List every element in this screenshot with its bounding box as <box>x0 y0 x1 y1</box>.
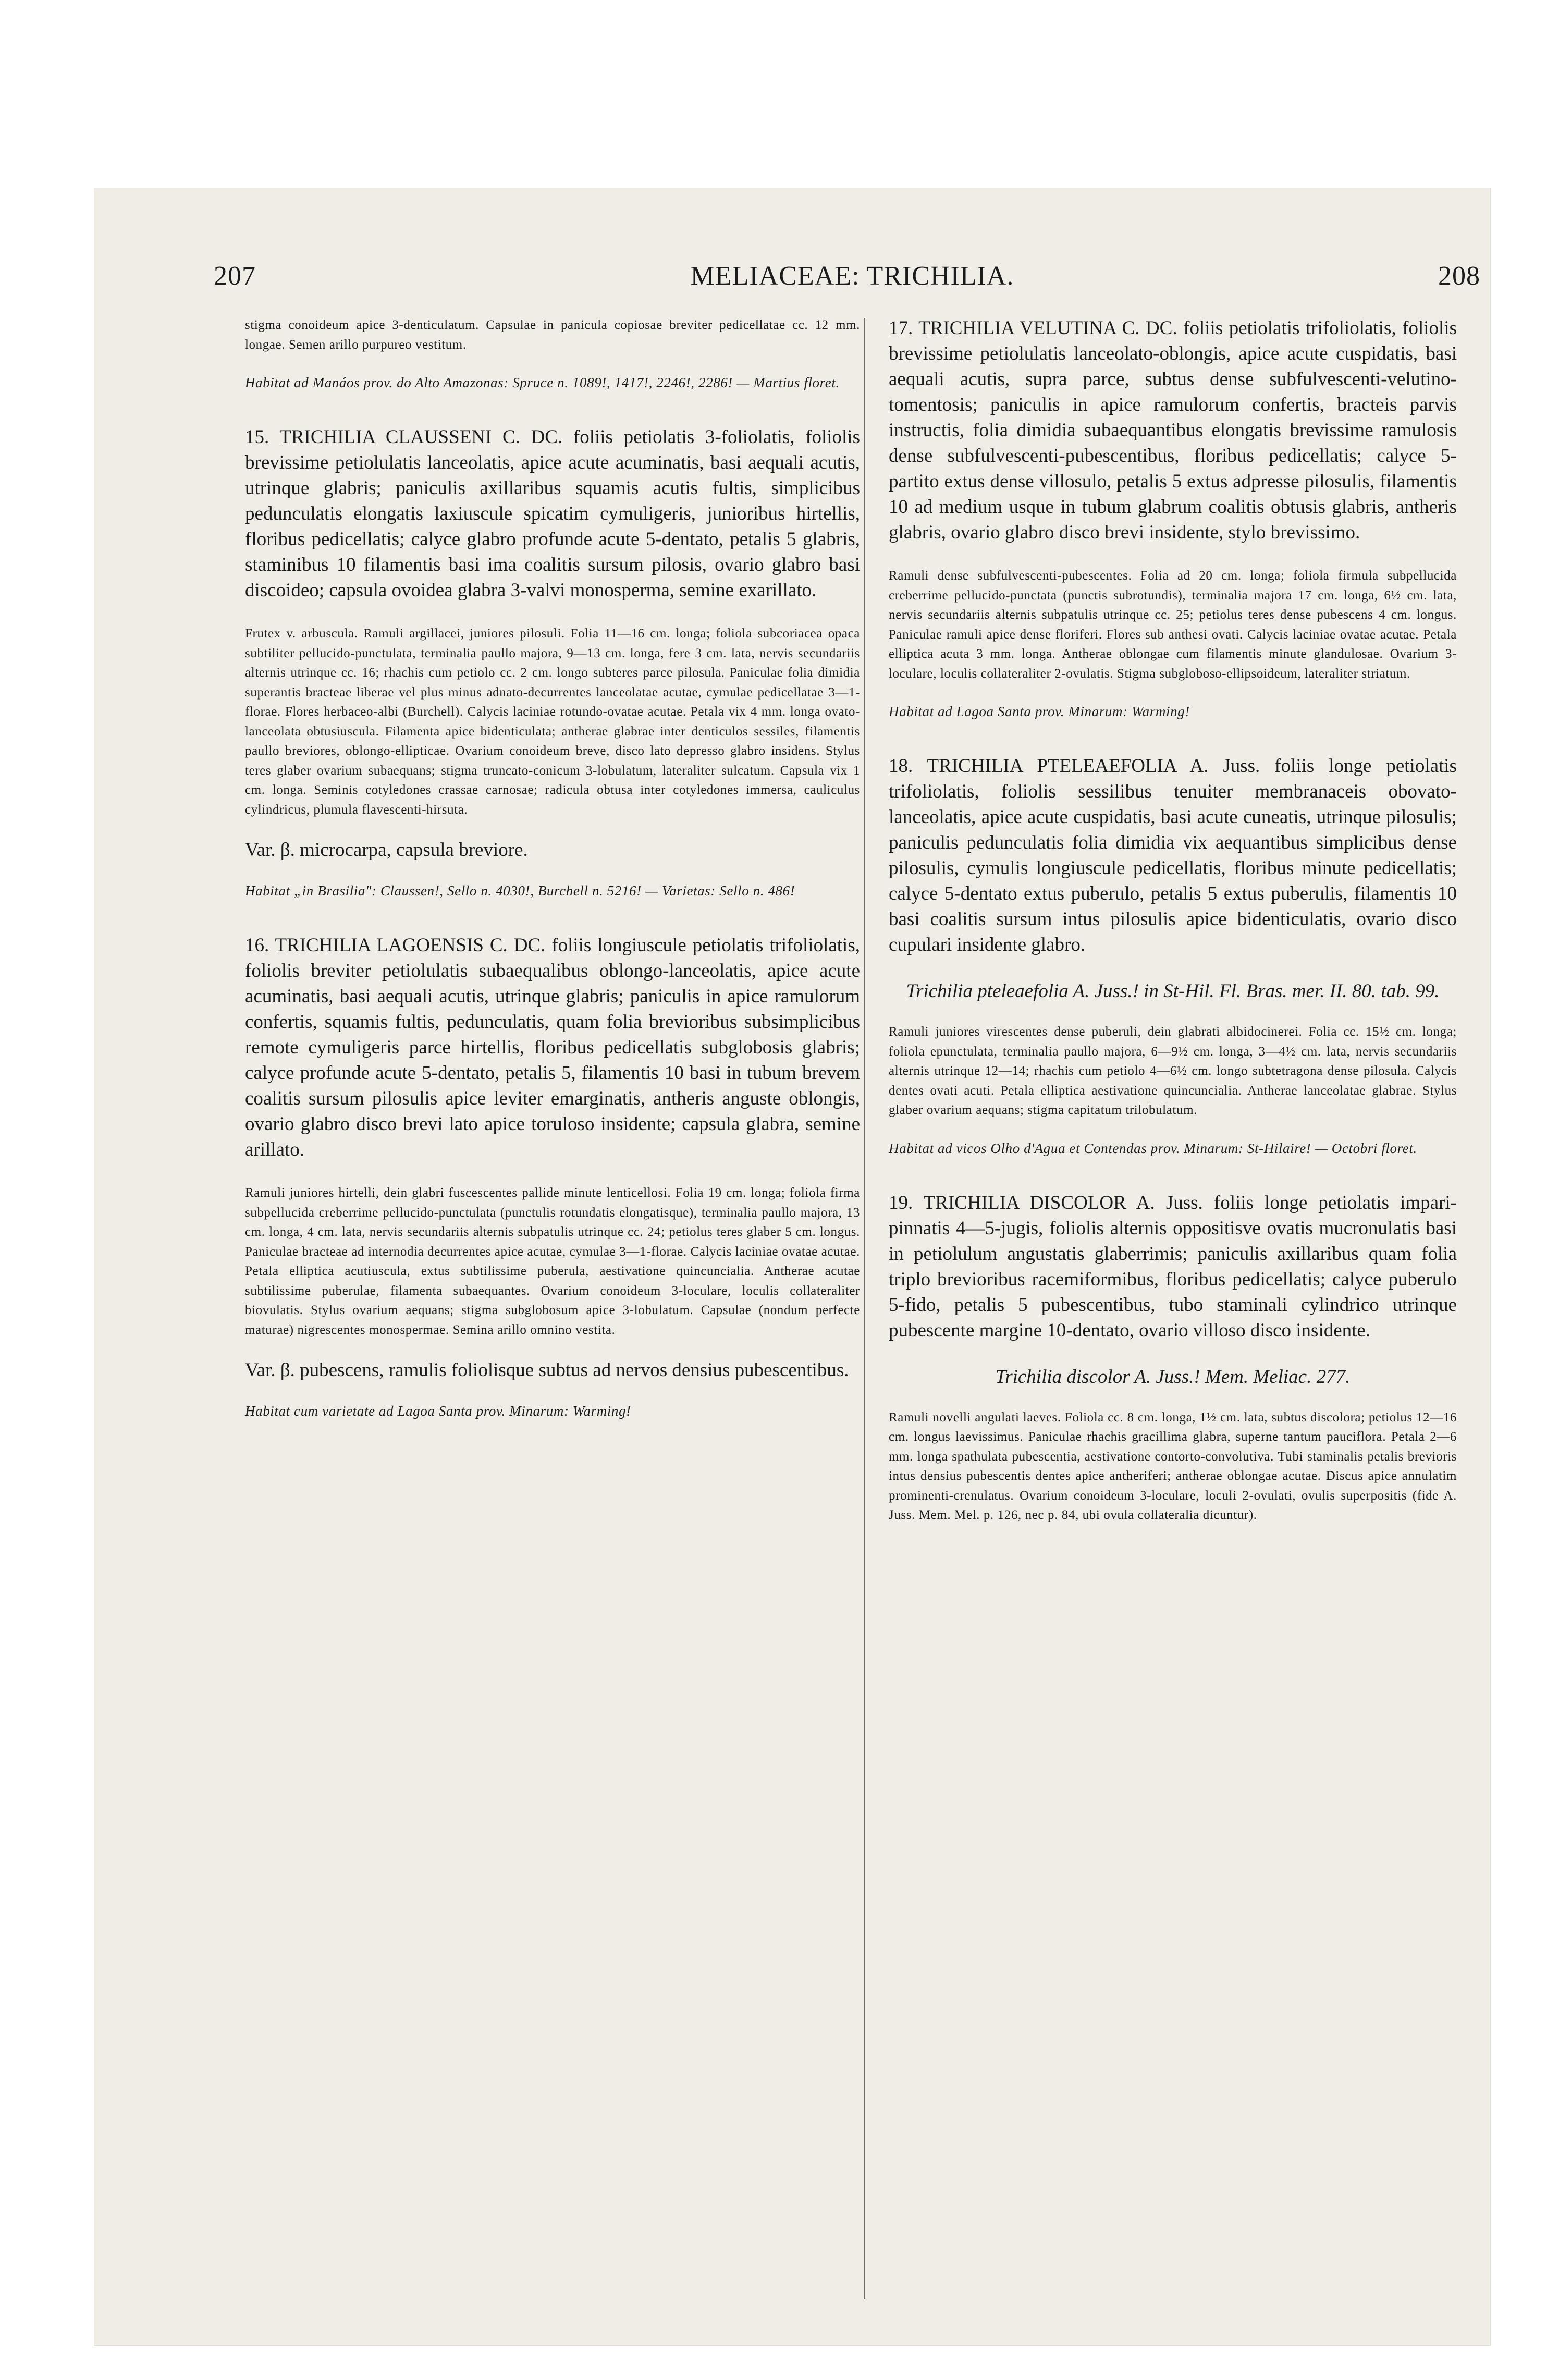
species-15-habitat: Habitat „in Brasilia": Claussen!, Sello n. 4030!, Burchell n. 5216! — Varietas: Sello n. 486! <box>245 883 795 899</box>
species-18-habitat: Habitat ad vicos Olho d'Agua et Contendas prov. Minarum: St-Hilaire! — Octobri floret. <box>889 1140 1417 1156</box>
species-18-diagnosis: 18. TRICHILIA PTELEAEFOLIA A. Juss. foliis longe petiolatis trifoliolatis, foliolis sessilibus tenuiter membranaceis obovato-lanceolatis, apice acute cuspidatis, basi acute cuneatis, utrinque pilosulis; paniculis pedunculatis folia dimidia vix aequantibus simplicibus dense pilosulis, cymulis longiuscule pedicellatis, floribus minute pedicellatis; calyce 5-dentato extus puberulo, petalis 5 extus puberulis, filamentis 10 basi coalitis sursum intus pilosulis apice bidenticulatis, ovario disco cupulari insidente glabro. <box>889 755 1457 955</box>
species-19-diagnosis: 19. TRICHILIA DISCOLOR A. Juss. foliis longe petiolatis impari-pinnatis 4—5-jugis, foliolis alternis oppositisve ovatis mucronulatis basi in petiolulum angustatis glaberrimis; paniculis axillaribus quam folia triplo brevioribus racemiformibus, floribus pedicellatis; calyce puberulo 5-fido, petalis 5 pubescentibus, tubo staminali cylindrico utrinque pubescente margine 10-dentato, ovario villoso disco insidente. <box>889 1192 1457 1341</box>
species-16-habitat: Habitat cum varietate ad Lagoa Santa prov. Minarum: Warming! <box>245 1403 631 1419</box>
species-18-reference: Trichilia pteleaefolia A. Juss.! in St-Hil. Fl. Bras. mer. II. 80. tab. 99. <box>906 980 1440 1002</box>
species-17-description: Ramuli dense subfulvescenti-pubescentes. Folia ad 20 cm. longa; foliola firmula subpellucida creberrime pellucido-punctata (punctis subrotundis), terminalia majora 17 cm. longa, 6½ cm. lata, nervis secundariis alternis subpatulis utrinque cc. 25; petiolus teres dense pubescens 4 cm. longus. Paniculae ramuli apice dense floriferi. Flores sub anthesi ovati. Calycis laciniae ovatae acutae. Petala elliptica acuta 3 mm. longa. Antherae oblongae cum filamentis minute glandulosae. Ovarium 3-loculare, loculis collateraliter 2-ovulatis. Stigma subgloboso-ellipsoideum, lateraliter striatum. <box>889 569 1457 681</box>
species-15-variety: Var. β. microcarpa, capsula breviore. <box>245 839 528 861</box>
species-16-description: Ramuli juniores hirtelli, dein glabri fuscescentes pallide minute lenticellosi. Folia 19 cm. longa; foliola firma subpellucida creberrime pellucido-punctulata (punctulis rotundatis elongatisque), terminalia paullo majora, 13 cm. longa, 4 cm. lata, nervis secundariis alternis subpatulis utrinque cc. 24; petiolus teres glaber 5 cm. longus. Paniculae bracteae ad internodia decurrentes apice acutae, cymulae 3—1-florae. Calycis laciniae ovatae acutae. Petala elliptica acutiuscula, extus subtilissime puberula, aestivatione quincuncialia. Antherae acutae subtilissime puberulae, filamenta subaequantes. Ovarium conoideum 3-loculare, loculis collateraliter biovulatis. Stylus ovarium aequans; stigma subglobosum apice 3-lobulatum. Capsulae (nondum perfecte maturae) nigrescentes monospermae. Semina arillo omnino vestita. <box>245 1186 860 1337</box>
continued-habitat: Habitat ad Manáos prov. do Alto Amazonas: Spruce n. 1089!, 1417!, 2246!, 2286! — Martius floret. <box>245 375 840 390</box>
page-number-right: 208 <box>1438 261 1480 291</box>
continued-description: stigma conoideum apice 3-denticulatum. Capsulae in panicula copiosae breviter pedicellatae cc. 12 mm. longae. Semen arillo purpureo vestitum. <box>245 318 860 352</box>
species-19-reference: Trichilia discolor A. Juss.! Mem. Meliac. 277. <box>995 1366 1351 1388</box>
page-header <box>214 261 1491 297</box>
species-17-diagnosis: 17. TRICHILIA VELUTINA C. DC. foliis petiolatis trifoliolatis, foliolis brevissime petiolulatis lanceolato-oblongis, apice acute cuspidatis, basi aequali acutis, supra parce, subtus dense subfulvescenti-velutino-tomentosis; paniculis in apice ramulorum confertis, bracteis parvis instructis, folia dimidia subaequantibus elongatis brevissime ramulosis dense subfulvescenti-pubescentibus, floribus pedicellatis; calyce 5-partito extus dense villosulo, petalis 5 extus adpresse pilosulis, filamentis 10 ad medium usque in tubum glabrum coalitis obtusis glabris, antheris glabris, ovario glabro disco brevi insidente, stylo brevissimo. <box>889 317 1457 543</box>
species-17-habitat: Habitat ad Lagoa Santa prov. Minarum: Warming! <box>889 704 1190 719</box>
species-18-description: Ramuli juniores virescentes dense puberuli, dein glabrati albidocinerei. Folia cc. 15½ cm. longa; foliola epunctulata, terminalia paullo majora, 6—9½ cm. longa, 3—4½ cm. lata, nervis secundariis alternis utrinque 12—14; rhachis cum petiolo 4—6½ cm. longo subtetragona dense pilosula. Calycis dentes ovati acuti. Petala elliptica aestivatione quincuncialia. Antherae lanceolatae glabrae. Stylus glaber ovarium aequans; stigma capitatum trilobulatum. <box>889 1025 1457 1117</box>
species-15-diagnosis: 15. TRICHILIA CLAUSSENI C. DC. foliis petiolatis 3-foliolatis, foliolis brevissime petiolulatis lanceolatis, apice acute acuminatis, basi aequali acutis, utrinque glabris; paniculis axillaribus squamis acutis fultis, simplicibus pedunculatis elongatis laxiuscule spicatim cymuligeris, junioribus hirtellis, floribus pedicellatis; calyce glabro profunde acute 5-dentato, petalis 5 glabris, staminibus 10 filamentis basi ima coalitis sursum pilosis, ovario glabro basi discoideo; capsula ovoidea glabra 3-valvi monosperma, semine exarillato. <box>245 426 860 601</box>
species-16-variety: Var. β. pubescens, ramulis foliolisque subtus ad nervos densius pubescentibus. <box>245 1359 849 1381</box>
left-column <box>245 315 860 1453</box>
column-divider <box>864 318 865 2299</box>
species-15-description: Frutex v. arbuscula. Ramuli argillacei, juniores pilosuli. Folia 11—16 cm. longa; foliola subcoriacea opaca subtiliter pellucido-punctulata, terminalia paullo majora, 9—13 cm. longa, fere 3 cm. lata, nervis secundariis alternis utrinque cc. 16; rhachis cum petiolo cc. 2 cm. longo subteres parce pilosula. Paniculae folia dimidia superantis bracteae liberae vel plus minus adnato-decurrentes lanceolatae acutae, cymulae pedicellatae 3—1-florae. Flores herbaceo-albi (Burchell). Calycis laciniae rotundo-ovatae acutae. Petala vix 4 mm. longa ovato-lanceolata obtusiuscula. Filamenta apice bidenticulata; antherae glabrae inter denticulos sessiles, filamentis paullo breviores, oblongo-ellipticae. Ovarium conoideum breve, disco lato depresso glabro insidens. Stylus teres glaber ovarium subaequans; stigma truncato-conicum 3-lobulatum, lateraliter sulcatum. Capsula vix 1 cm. longa. Seminis cotyledones crassae carnosae; radicula obtusa inter cotyledones immersa, cauliculus cylindricus, plumula flavescenti-hirsuta. <box>245 627 860 817</box>
species-19-description: Ramuli novelli angulati laeves. Foliola cc. 8 cm. longa, 1½ cm. lata, subtus discolora; petiolus 12—16 cm. longus laevissimus. Paniculae rhachis gracillima glabra, superne tantum pauciflora. Petala 2—6 mm. longa spathulata pubescentia, aestivatione contorto-convolutiva. Tubi staminalis petalis brevioris intus densius pubescentis dentes apice antheriferi; antherae oblongae acutae. Discus apice annulatim prominenti-crenulatus. Ovarium conoideum 3-loculare, loculi 2-ovulati, ovulis superpositis (fide A. Juss. Mem. Mel. p. 126, nec p. 84, ubi ovula collateralia dicuntur). <box>889 1410 1457 1522</box>
page-number-left: 207 <box>214 261 256 291</box>
species-16-diagnosis: 16. TRICHILIA LAGOENSIS C. DC. foliis longiuscule petiolatis trifoliolatis, foliolis breviter petiolulatis subaequalibus oblongo-lanceolatis, apice acute acuminatis, basi aequali acutis, utrinque glabris; paniculis in apice ramulorum confertis, squamis fultis, pedunculatis, quam folia brevioribus subsimplicibus remote cymuligeris parce hirtellis, floribus pedicellatis subglobosis glabris; calyce profunde acute 5-dentato, petalis 5, filamentis 10 basi in tubum brevem coalitis sursum pilosulis apice leviter emarginatis, antheris anguste oblongis, ovario glabro disco brevi lato apice toruloso insidente; capsula glabra, semine arillato. <box>245 935 860 1160</box>
running-title: MELIACEAE: TRICHILIA. <box>690 261 1014 291</box>
right-column <box>889 315 1457 1543</box>
